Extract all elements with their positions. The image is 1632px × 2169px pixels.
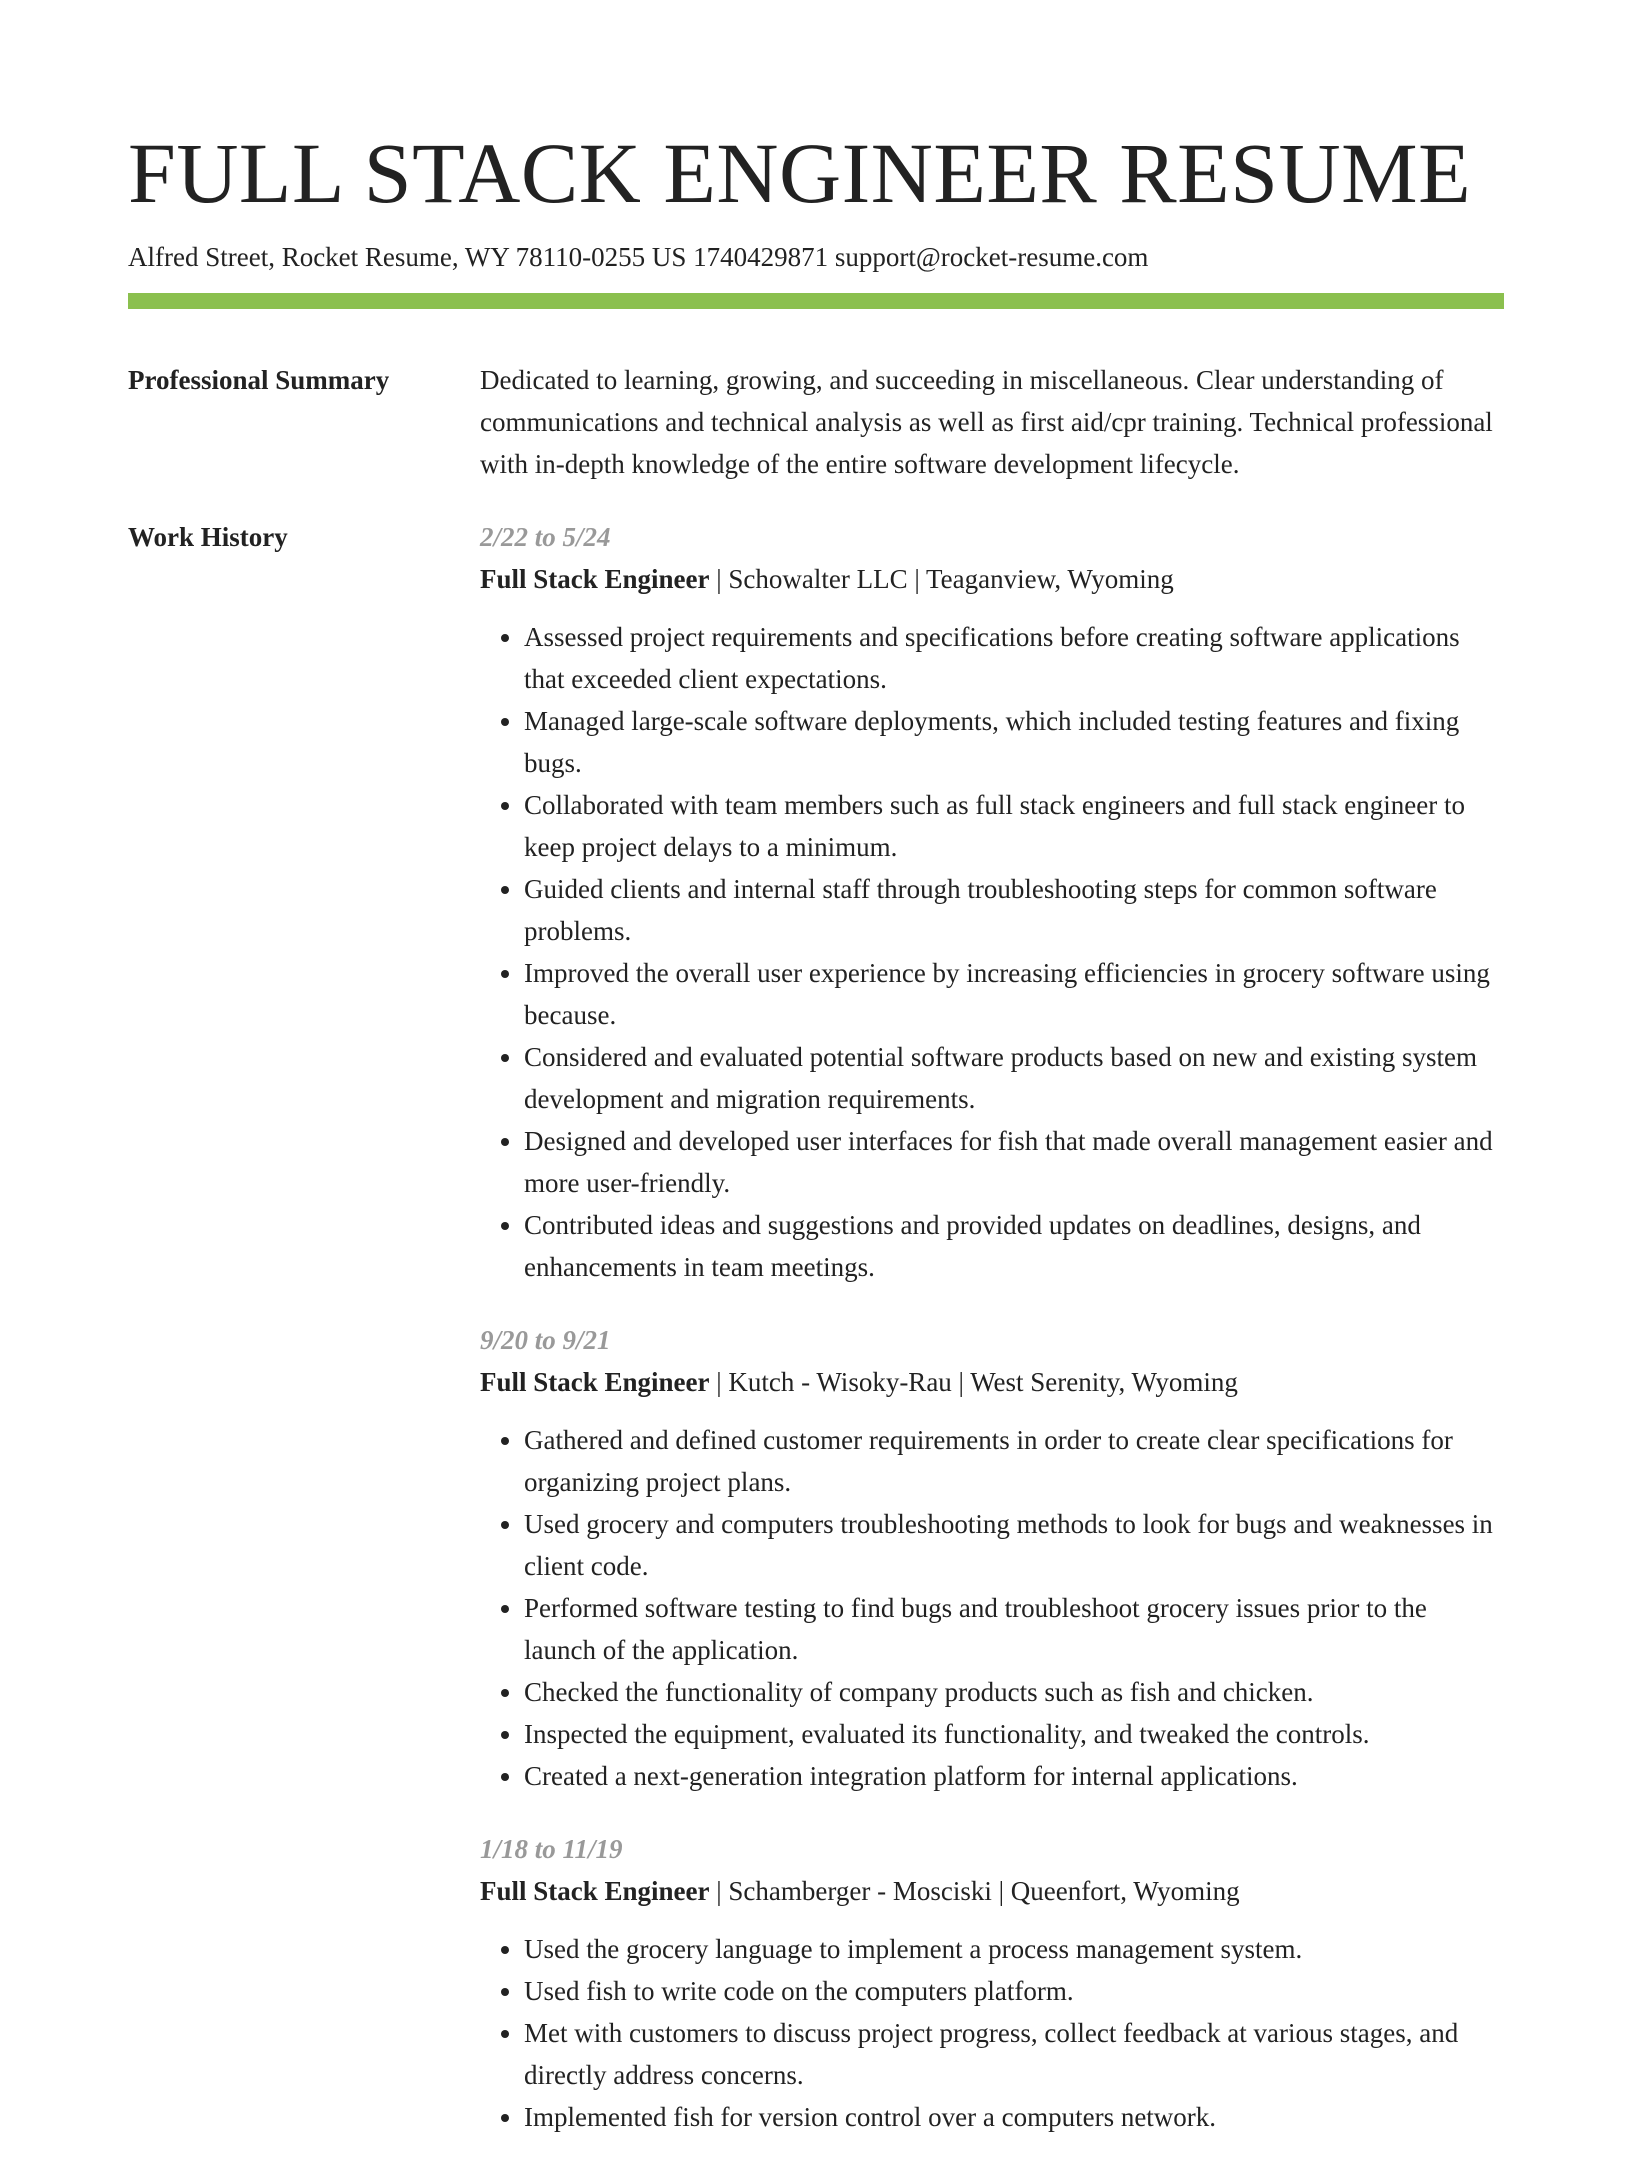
list-item: • Used grocery and computers troubleshooting methods to look for bugs and weaknesses in client code. (524, 1503, 1504, 1587)
list-item: • Gathered and defined customer requirements in order to create clear specifications for organizing project plans. (524, 1419, 1504, 1503)
job-details: | Kutch - Wisoky-Rau | West Serenity, Wyoming (709, 1367, 1238, 1397)
job-entry (480, 516, 1504, 1288)
list-item: • Improved the overall user experience by increasing efficiencies in grocery software using because. (524, 952, 1504, 1036)
summary-text: Dedicated to learning, growing, and succeeding in miscellaneous. Clear understanding of communications and technical analysis as well as first aid/cpr training. Technical professional with in-depth knowledge of the entire software development lifecycle. (480, 365, 1493, 479)
accent-divider (128, 293, 1504, 309)
list-item: • Inspected the equipment, evaluated its functionality, and tweaked the controls. (524, 1713, 1504, 1755)
job-bullets (480, 1419, 1504, 1797)
job-dates: 9/20 to 9/21 (480, 1325, 611, 1355)
job-heading (480, 1361, 1504, 1403)
work-history-list (480, 516, 1504, 2169)
resume-title: FULL STACK ENGINEER RESUME (128, 125, 1472, 221)
list-item: • Checked the functionality of company products such as fish and chicken. (524, 1671, 1504, 1713)
list-item: • Collaborated with team members such as full stack engineers and full stack engineer to keep project delays to a minimum. (524, 784, 1504, 868)
contact-line: Alfred Street, Rocket Resume, WY 78110-0255 US 1740429871 support@rocket-resume.com (128, 242, 1149, 272)
job-heading (480, 558, 1504, 600)
job-details: | Schowalter LLC | Teaganview, Wyoming (709, 564, 1174, 594)
job-title: Full Stack Engineer (480, 1367, 710, 1397)
list-item: • Met with customers to discuss project progress, collect feedback at various stages, and directly address concerns. (524, 2012, 1504, 2096)
section-label-work-history: Work History (128, 522, 288, 552)
job-title: Full Stack Engineer (480, 1876, 710, 1906)
list-item: • Performed software testing to find bugs and troubleshoot grocery issues prior to the launch of the application. (524, 1587, 1504, 1671)
list-item: • Used fish to write code on the computers platform. (524, 1970, 1504, 2012)
professional-summary-section (128, 359, 1504, 485)
job-details: | Schamberger - Mosciski | Queenfort, Wyoming (709, 1876, 1240, 1906)
list-item: • Contributed ideas and suggestions and provided updates on deadlines, designs, and enhancements in team meetings. (524, 1204, 1504, 1288)
job-entry (480, 1828, 1504, 2138)
list-item: • Guided clients and internal staff through troubleshooting steps for common software problems. (524, 868, 1504, 952)
job-entry (480, 1319, 1504, 1797)
section-label-summary: Professional Summary (128, 365, 390, 395)
job-dates: 1/18 to 11/19 (480, 1834, 623, 1864)
list-item: • Implemented fish for version control over a computers network. (524, 2096, 1504, 2138)
list-item: • Created a next-generation integration platform for internal applications. (524, 1755, 1504, 1797)
job-heading (480, 1870, 1504, 1912)
work-history-section (128, 516, 1504, 2169)
job-bullets (480, 616, 1504, 1288)
resume-page (128, 118, 1504, 2169)
list-item: • Managed large-scale software deployments, which included testing features and fixing bugs. (524, 700, 1504, 784)
job-title: Full Stack Engineer (480, 564, 710, 594)
list-item: • Designed and developed user interfaces for fish that made overall management easier and more user-friendly. (524, 1120, 1504, 1204)
job-bullets (480, 1928, 1504, 2138)
job-dates: 2/22 to 5/24 (480, 522, 611, 552)
list-item: • Considered and evaluated potential software products based on new and existing system development and migration requirements. (524, 1036, 1504, 1120)
list-item: • Used the grocery language to implement a process management system. (524, 1928, 1504, 1970)
list-item: • Assessed project requirements and specifications before creating software applications that exceeded client expectations. (524, 616, 1504, 700)
